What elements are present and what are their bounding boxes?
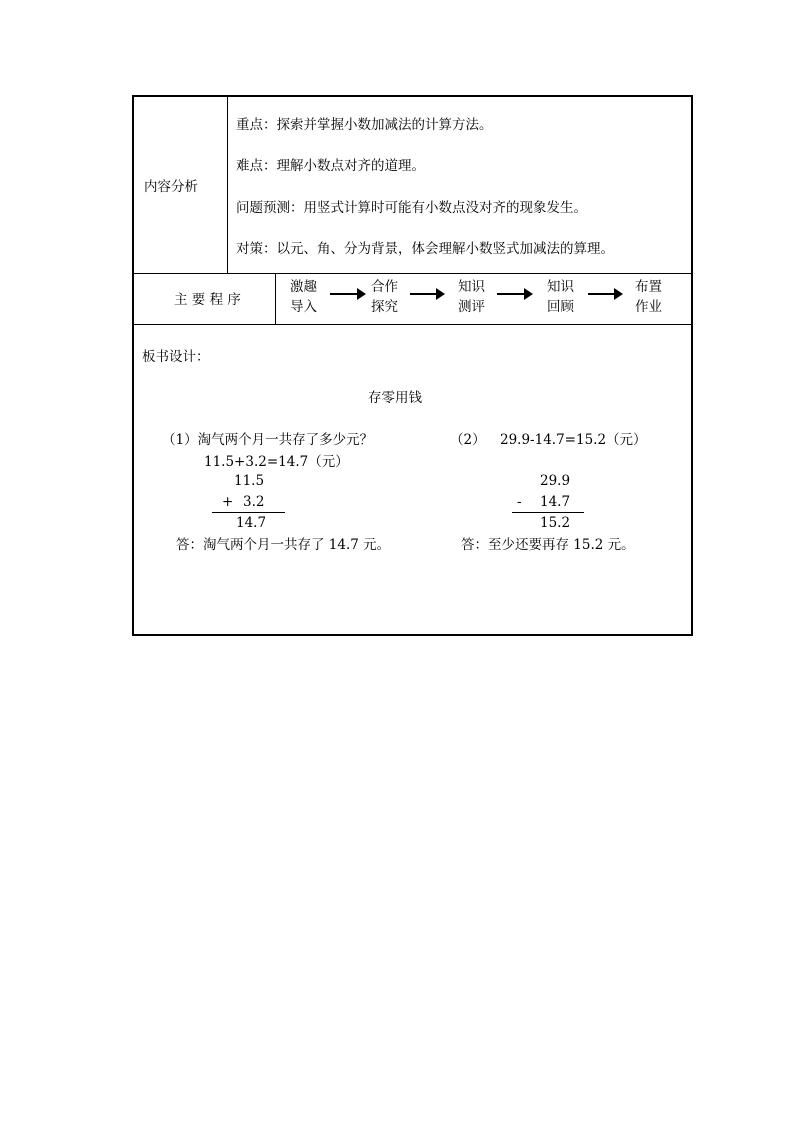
problem-2-difference-line [512, 512, 584, 513]
board-design-label: 板书设计： [142, 349, 210, 365]
board-title: 存零用钱 [368, 390, 422, 406]
procedure-step-2-line1: 合作 [371, 279, 398, 295]
problem-1-result: 14.7 [236, 515, 267, 531]
procedure-step-4-line1: 知识 [547, 279, 574, 295]
arrow-right-icon [410, 288, 445, 300]
lesson-plan-table [132, 95, 693, 636]
procedure-step-5-line2: 作业 [635, 299, 662, 315]
problem-2-equation: 29.9-14.7=15.2（元） [500, 432, 647, 448]
procedure-step-3-line2: 测评 [458, 299, 485, 315]
arrow-right-icon [497, 288, 533, 300]
arrow-right-icon [330, 288, 366, 300]
problem-1-operand1: 11.5 [234, 473, 265, 489]
column-divider-procedure [275, 273, 276, 324]
procedure-step-2-line2: 探究 [371, 299, 398, 315]
problem-1-question: （1）淘气两个月一共存了多少元？ [162, 432, 374, 448]
problem-1-answer: 答：淘气两个月一共存了 14.7 元。 [176, 537, 391, 553]
procedure-step-1-line1: 激趣 [290, 279, 317, 295]
procedure-label: 主 要 程 序 [174, 292, 241, 308]
analysis-key-point: 重点：探索并掌握小数加减法的计算方法。 [236, 117, 493, 133]
problem-1-operand2: 3.2 [243, 494, 265, 510]
analysis-difficulty: 难点：理解小数点对齐的道理。 [236, 158, 425, 174]
problem-2-operand1: 29.9 [540, 473, 571, 489]
analysis-prediction: 问题预测：用竖式计算时可能有小数点没对齐的现象发生。 [236, 200, 587, 216]
analysis-strategy: 对策：以元、角、分为背景，体会理解小数竖式加减法的算理。 [236, 241, 614, 257]
problem-1-equation: 11.5+3.2=14.7（元） [204, 454, 349, 470]
procedure-step-5-line1: 布置 [635, 279, 662, 295]
problem-2-number: （2） [450, 432, 486, 448]
problem-1-sum-line [212, 512, 285, 513]
procedure-step-4-line2: 回顾 [547, 299, 574, 315]
procedure-step-1-line2: 导入 [290, 299, 317, 315]
problem-2-answer: 答：至少还要再存 15.2 元。 [461, 537, 635, 553]
procedure-step-3-line1: 知识 [458, 279, 485, 295]
problem-2-result: 15.2 [540, 515, 571, 531]
problem-2-operator: - [517, 494, 522, 510]
problem-2-operand2: 14.7 [540, 494, 571, 510]
row-divider-analysis [134, 273, 691, 274]
column-divider-analysis [227, 97, 228, 273]
problem-1-operator: + [222, 494, 234, 510]
arrow-right-icon [588, 288, 623, 300]
analysis-label: 内容分析 [144, 179, 198, 195]
row-divider-procedure [134, 324, 691, 325]
